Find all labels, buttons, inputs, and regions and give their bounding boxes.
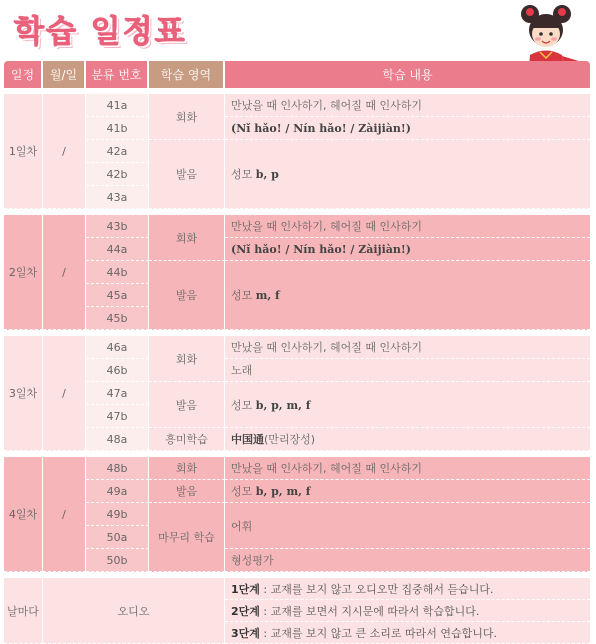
table-row: [4, 503, 590, 526]
code-cell: 42b: [86, 163, 149, 186]
table-row: [4, 336, 590, 359]
area-cell: 오디오: [43, 578, 225, 644]
content-cell: 성모 b, p: [225, 140, 590, 209]
content-cell: 만났을 때 인사하기, 헤어질 때 인사하기: [225, 215, 590, 238]
table-row: [4, 457, 590, 480]
table-row: [4, 261, 590, 284]
content-cell: 만났을 때 인사하기, 헤어질 때 인사하기: [225, 457, 590, 480]
area-cell: 발음: [149, 480, 225, 503]
date-cell: /: [43, 457, 86, 572]
content-cell: (Nǐ hǎo! / Nín hǎo! / Zàijiàn!): [225, 117, 590, 140]
header-content: 학습 내용: [225, 61, 590, 88]
content-cell: 中国通(만리장성): [225, 428, 590, 451]
table-row: [4, 480, 590, 503]
content-cell: 만났을 때 인사하기, 헤어질 때 인사하기: [225, 336, 590, 359]
content-cell: 성모 b, p, m, f: [225, 382, 590, 428]
day2-group: [4, 215, 590, 330]
day-label: 4일차: [4, 457, 43, 572]
table-row: [4, 215, 590, 238]
day-label: 1일차: [4, 94, 43, 209]
table-row: [4, 428, 590, 451]
area-cell: 발음: [149, 140, 225, 209]
code-cell: 45b: [86, 307, 149, 330]
step-3: 3단계 : 교재를 보지 않고 큰 소리로 따라서 연습합니다.: [225, 622, 590, 644]
area-cell: 회화: [149, 457, 225, 480]
area-cell: 발음: [149, 261, 225, 330]
area-cell: 회화: [149, 94, 225, 140]
code-cell: 41b: [86, 117, 149, 140]
content-cell: 성모 m, f: [225, 261, 590, 330]
header-date: 월/일: [43, 61, 86, 88]
area-cell: 마무리 학습: [149, 503, 225, 572]
code-cell: 49a: [86, 480, 149, 503]
daily-audio-group: [4, 578, 590, 644]
header-area: 학습 영역: [149, 61, 225, 88]
table-row: [4, 382, 590, 405]
content-cell: 어휘: [225, 503, 590, 549]
header-code: 분류 번호: [86, 61, 149, 88]
area-cell: 발음: [149, 382, 225, 428]
code-cell: 47b: [86, 405, 149, 428]
content-cell: 형성평가: [225, 549, 590, 572]
area-cell: 흥미학습: [149, 428, 225, 451]
table-row: [4, 238, 590, 261]
header-schedule: 일정: [4, 61, 43, 88]
step-2: 2단계 : 교재를 보면서 지시문에 따라서 학습합니다.: [225, 600, 590, 622]
table-row: [4, 549, 590, 572]
code-cell: 46a: [86, 336, 149, 359]
table-row: [4, 140, 590, 163]
code-cell: 48a: [86, 428, 149, 451]
code-cell: 44a: [86, 238, 149, 261]
step-1: 1단계 : 교재를 보지 않고 오디오만 집중해서 듣습니다.: [225, 578, 590, 600]
content-cell: 노래: [225, 359, 590, 382]
content-cell: 만났을 때 인사하기, 헤어질 때 인사하기: [225, 94, 590, 117]
code-cell: 41a: [86, 94, 149, 117]
day-label: 3일차: [4, 336, 43, 451]
table-row: [4, 94, 590, 117]
date-cell: /: [43, 94, 86, 209]
day3-group: [4, 336, 590, 451]
date-cell: /: [43, 215, 86, 330]
table-row: [4, 117, 590, 140]
day-label: 날마다: [4, 578, 43, 644]
code-cell: 47a: [86, 382, 149, 405]
area-cell: 회화: [149, 336, 225, 382]
code-cell: 43a: [86, 186, 149, 209]
page-title: 학습 일정표: [14, 14, 187, 50]
code-cell: 49b: [86, 503, 149, 526]
table-row: [4, 359, 590, 382]
study-schedule-table: [4, 61, 590, 644]
code-cell: 44b: [86, 261, 149, 284]
code-cell: 43b: [86, 215, 149, 238]
day1-group: [4, 94, 590, 209]
code-cell: 48b: [86, 457, 149, 480]
area-cell: 회화: [149, 215, 225, 261]
content-cell: (Nǐ hǎo! / Nín hǎo! / Zàijiàn!): [225, 238, 590, 261]
code-cell: 46b: [86, 359, 149, 382]
date-cell: /: [43, 336, 86, 451]
table-row: [4, 578, 590, 600]
code-cell: 50a: [86, 526, 149, 549]
day-label: 2일차: [4, 215, 43, 330]
code-cell: 50b: [86, 549, 149, 572]
code-cell: 45a: [86, 284, 149, 307]
content-cell: 성모 b, p, m, f: [225, 480, 590, 503]
table-header-row: [4, 61, 590, 88]
day4-group: [4, 457, 590, 572]
code-cell: 42a: [86, 140, 149, 163]
